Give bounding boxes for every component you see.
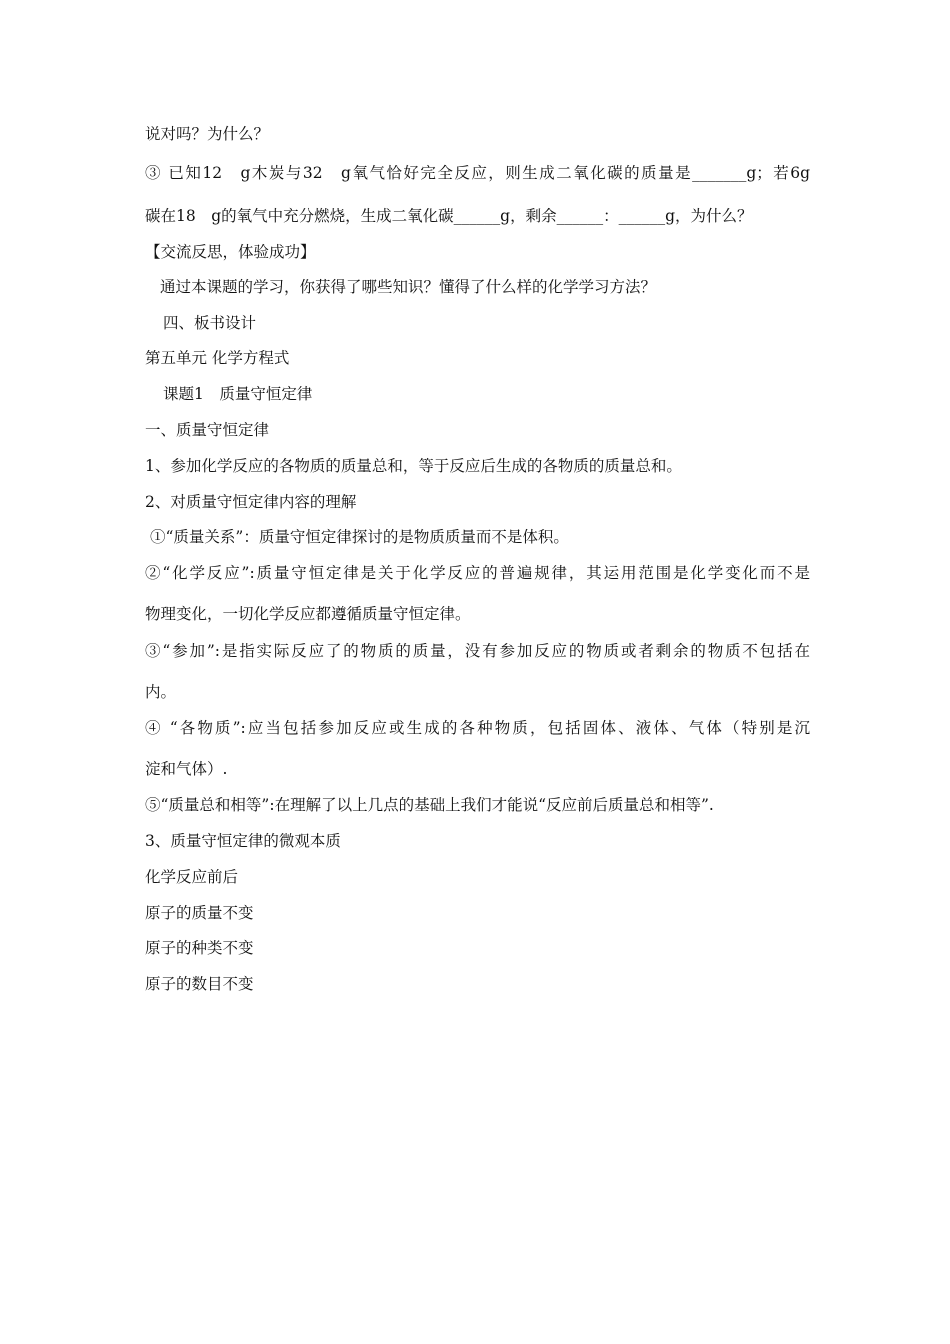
text-line: 碳在18 g的氧气中充分燃烧，生成二氧化碳______g，剩余______：______g，为什么？ [145,207,753,225]
text-line: 1、参加化学反应的各物质的质量总和，等于反应后生成的各物质的质量总和。 [145,457,682,475]
text-line: ①“质量关系”：质量守恒定律探讨的是物质质量而不是体积。 [150,528,569,546]
text-line: ③“参加”:是指实际反应了的物质的质量，没有参加反应的物质或者剩余的物质不包括在 [145,642,810,660]
text-line: 原子的数目不变 [145,975,254,993]
section-heading: 【交流反思，体验成功】 [145,243,316,261]
section-heading: 一、质量守恒定律 [145,421,270,439]
text-line: 内。 [145,683,177,701]
text-line: 3、质量守恒定律的微观本质 [145,832,341,850]
text-line: ④ “各物质”:应当包括参加反应或生成的各种物质，包括固体、液体、气体（特别是沉 [145,719,810,737]
text-line: ②“化学反应”:质量守恒定律是关于化学反应的普遍规律，其运用范围是化学变化而不是 [145,564,810,582]
unit-title: 第五单元 化学方程式 [145,349,290,367]
text-line: 通过本课题的学习，你获得了哪些知识？懂得了什么样的化学学习方法？ [160,278,657,296]
text-line: 说对吗？为什么？ [145,125,270,143]
text-line: ⑤“质量总和相等”:在理解了以上几点的基础上我们才能说“反应前后质量总和相等”. [145,796,714,814]
text-line: 2、对质量守恒定律内容的理解 [145,493,357,511]
text-line: ③ 已知12 g木炭与32 g氧气恰好完全反应，则生成二氧化碳的质量是_______g；若6g [145,164,810,182]
lesson-title: 课题1 质量守恒定律 [163,385,313,403]
section-heading: 四、板书设计 [163,314,257,332]
text-line: 原子的种类不变 [145,939,254,957]
text-line: 淀和气体）. [145,760,228,778]
text-line: 原子的质量不变 [145,904,254,922]
text-line: 物理变化，一切化学反应都遵循质量守恒定律。 [145,605,471,623]
text-line: 化学反应前后 [145,868,239,886]
